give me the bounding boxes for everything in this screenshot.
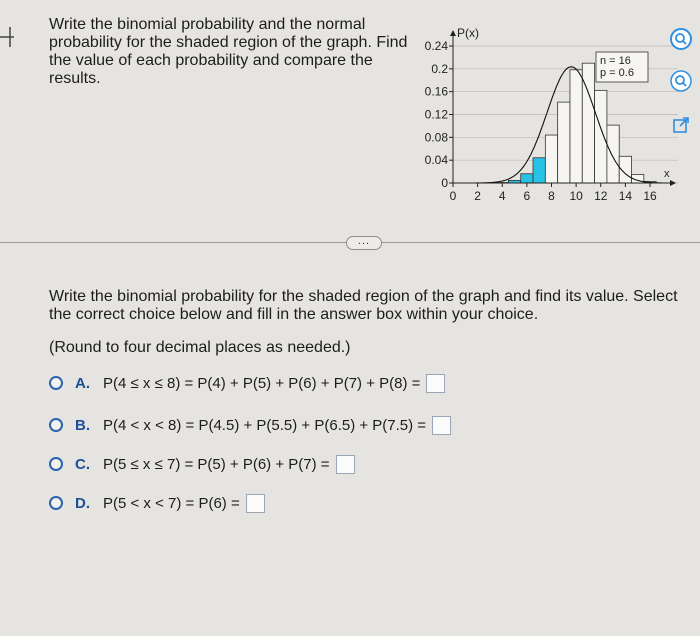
pop-out-icon[interactable] xyxy=(670,114,692,136)
x-axis-arrow xyxy=(670,180,676,186)
x-tick-label: 4 xyxy=(498,189,506,203)
x-tick-label: 10 xyxy=(569,189,583,203)
legend-entry: p = 0.6 xyxy=(600,67,634,79)
choice-b[interactable] xyxy=(49,414,451,436)
y-tick-label: 0.24 xyxy=(424,39,448,53)
choice-a[interactable] xyxy=(49,372,445,394)
bar-x-6 xyxy=(521,174,533,183)
answer-box-d[interactable] xyxy=(246,494,265,513)
bar-x-7 xyxy=(533,158,545,183)
radio-c[interactable] xyxy=(49,457,63,471)
back-arrow-icon[interactable] xyxy=(0,22,18,52)
bar-x-13 xyxy=(607,125,619,183)
bar-x-12 xyxy=(595,90,607,183)
choice-a-expression: P(4 ≤ x ≤ 8) = P(4) + P(5) + P(6) + P(7) + P(8) = xyxy=(103,374,421,392)
choice-d[interactable] xyxy=(49,492,265,514)
y-axis-arrow xyxy=(450,30,456,36)
radio-b[interactable] xyxy=(49,418,63,432)
x-tick-label: 0 xyxy=(449,189,457,203)
x-tick-label: 16 xyxy=(643,189,657,203)
x-tick-label: 6 xyxy=(523,189,531,203)
radio-d[interactable] xyxy=(49,496,63,510)
x-tick-label: 12 xyxy=(594,189,608,203)
x-tick-label: 8 xyxy=(548,189,555,203)
y-tick-label: 0.2 xyxy=(431,61,448,76)
x-tick-label: 14 xyxy=(618,189,633,203)
legend-entry: n = 16 xyxy=(600,55,631,67)
question-text: Write the binomial probability for the shaded region of the graph and find its value. Select the correct choice below and fill in the answer box within your choice. xyxy=(49,288,678,323)
y-tick-label: 0.12 xyxy=(424,107,448,122)
choice-d-expression: P(5 < x < 7) = P(6) = xyxy=(103,494,240,512)
zoom-out-icon[interactable] xyxy=(670,70,692,92)
answer-box-a[interactable] xyxy=(426,374,445,393)
choice-c-expression: P(5 ≤ x ≤ 7) = P(5) + P(6) + P(7) = xyxy=(103,455,330,473)
y-tick-label: 0.16 xyxy=(424,84,448,99)
binomial-chart xyxy=(410,20,680,220)
bar-x-8 xyxy=(545,135,557,183)
x-axis-label: x xyxy=(664,168,670,180)
bar-x-9 xyxy=(558,102,570,183)
choice-a-letter: A. xyxy=(75,374,90,392)
x-tick-label: 2 xyxy=(474,189,481,203)
show-more-button[interactable]: ... xyxy=(346,236,382,250)
y-axis-label: P(x) xyxy=(457,26,479,40)
answer-box-b[interactable] xyxy=(432,416,451,435)
rounding-note: (Round to four decimal places as needed.) xyxy=(49,339,351,356)
choice-b-expression: P(4 < x < 8) = P(4.5) + P(5.5) + P(6.5) + P(7.5) = xyxy=(103,416,427,434)
choice-b-letter: B. xyxy=(75,416,90,434)
choice-d-letter: D. xyxy=(75,494,90,512)
bar-x-10 xyxy=(570,70,582,183)
choice-c[interactable] xyxy=(49,453,355,475)
zoom-in-icon[interactable] xyxy=(670,28,692,50)
y-tick-label: 0.04 xyxy=(424,153,448,168)
y-tick-label: 0 xyxy=(441,176,448,190)
answer-box-c[interactable] xyxy=(336,455,355,474)
problem-prompt: Write the binomial probability and the normal probability for the shaded region of the graph. Find the value of each probability and compare the results. xyxy=(49,16,408,87)
radio-a[interactable] xyxy=(49,376,63,390)
choice-c-letter: C. xyxy=(75,455,90,473)
y-tick-label: 0.08 xyxy=(424,130,448,145)
